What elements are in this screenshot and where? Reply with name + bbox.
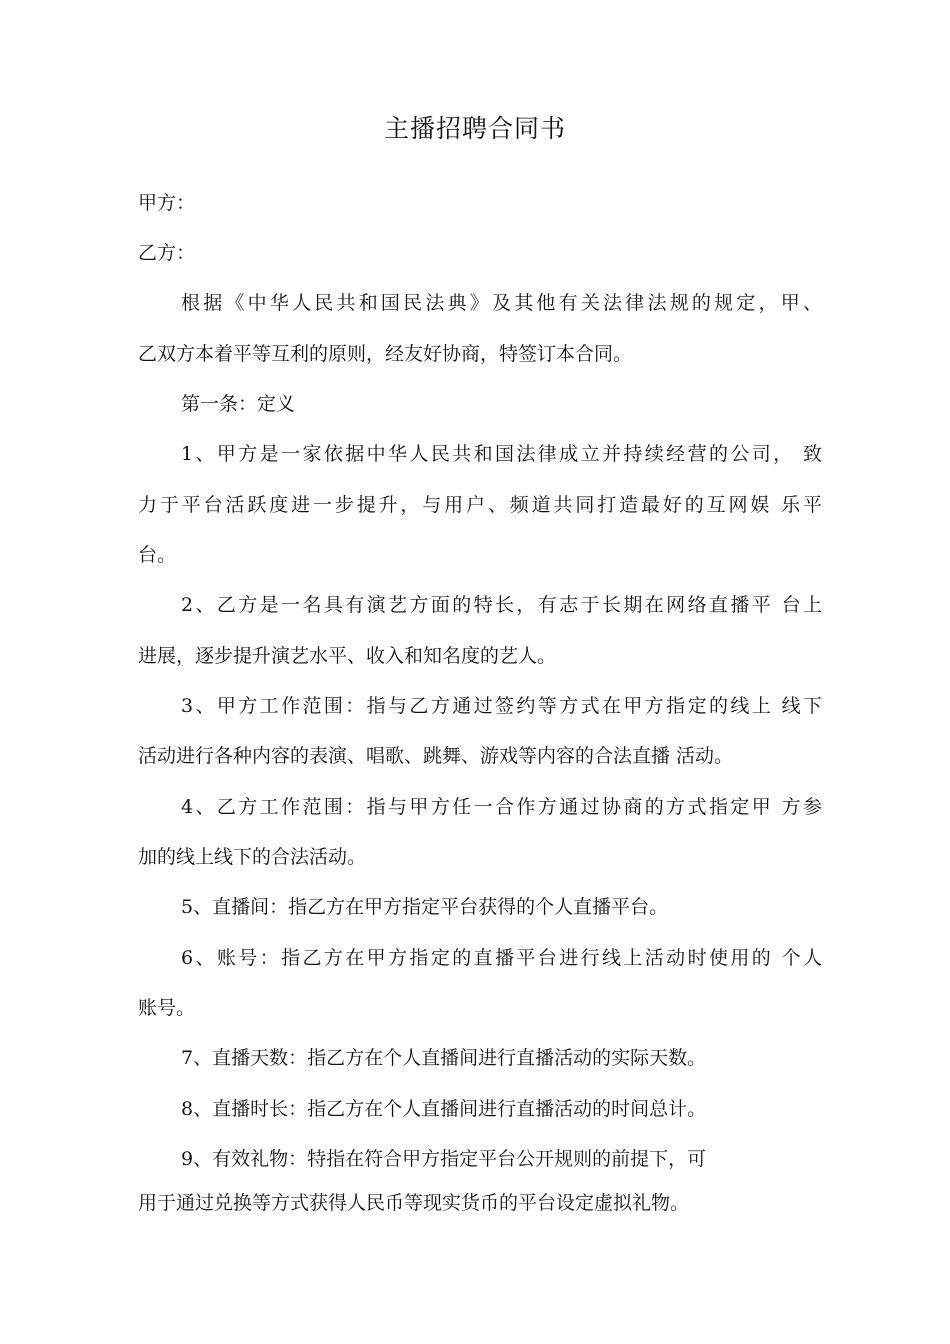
clause-1-line-3: 台。 [138, 544, 177, 566]
clause-3-line-2: 活动进行各种内容的表演、唱歌、跳舞、游戏等内容的合法直播 活动。 [138, 745, 734, 767]
clause-8-line-1: 8、直播时长：指乙方在个人直播间进行直播活动的时间总计。 [181, 1098, 707, 1120]
clause-6-line-1: 6、账号：指乙方在甲方指定的直播平台进行线上活动时使用的 个人 [181, 947, 822, 969]
clause-3-line-1: 3、甲方工作范围：指与乙方通过签约等方式在甲方指定的线上 线下 [181, 695, 822, 717]
preamble-line-2: 乙双方本着平等互利的原则，经友好协商，特签订本合同。 [138, 343, 633, 365]
party-b-label: 乙方： [138, 242, 196, 264]
clause-1-line-1: 1、甲方是一家依据中华人民共和国法律成立并持续经营的公司， 致 [181, 443, 822, 465]
preamble-line-1: 根据《中华人民共和国民法典》及其他有关法律法规的规定，甲、 [181, 292, 822, 314]
clause-9-line-1: 9、有效礼物：特指在符合甲方指定平台公开规则的前提下，可 [181, 1148, 707, 1170]
party-a-label: 甲方： [138, 192, 196, 214]
clause-6-line-2: 账号。 [138, 997, 196, 1019]
article-1-heading: 第一条：定义 [181, 393, 296, 415]
clause-5-line-1: 5、直播间：指乙方在甲方指定平台获得的个人直播平台。 [181, 896, 669, 918]
clause-7-line-1: 7、直播天数：指乙方在个人直播间进行直播活动的实际天数。 [181, 1047, 707, 1069]
document-title: 主播招聘合同书 [383, 114, 566, 143]
clause-9-line-2: 用于通过兑换等方式获得人民币等现实货币的平台设定虚拟礼物。 [138, 1192, 690, 1214]
clause-2-line-1: 2、乙方是一名具有演艺方面的特长，有志于长期在网络直播平 台上 [181, 594, 822, 616]
clause-4-line-2: 加的线上线下的合法活动。 [138, 846, 367, 868]
clause-1-line-2: 力于平台活跃度进一步提升，与用户、频道共同打造最好的互网娱 乐平 [138, 494, 822, 516]
clause-4-line-1: 4、乙方工作范围：指与甲方任一合作方通过协商的方式指定甲 方参 [181, 796, 822, 818]
clause-2-line-2: 进展，逐步提升演艺水平、收入和知名度的艺人。 [138, 645, 557, 667]
